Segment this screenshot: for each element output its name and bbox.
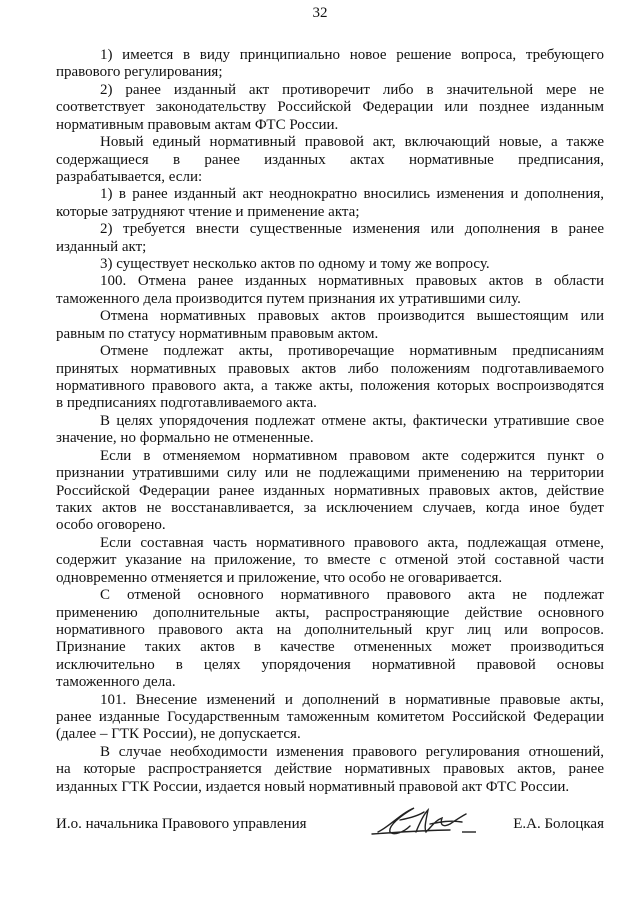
- text-line: Если составная часть нормативного правового акта, подлежащая отмене,: [100, 534, 604, 551]
- text-line: признании утратившими силу или не подлежащими применению на территории: [56, 465, 604, 482]
- paragraph: [56, 343, 604, 413]
- text-line: 101. Внесение изменений и дополнений в нормативные правовые акты,: [100, 691, 604, 708]
- document-body: [56, 47, 604, 796]
- signatory-name: Е.А. Болоцкая: [513, 816, 604, 832]
- text-line: нормативного правового акта на дополнительный круг лиц или вопросов.: [56, 621, 604, 638]
- text-line: (далее – ГТК России), не допускается.: [56, 726, 301, 743]
- text-line: В случае необходимости изменения правового регулирования отношений,: [100, 743, 604, 760]
- signature-block: [56, 816, 604, 838]
- text-line: применению дополнительные акты, распространяющие действие основного: [56, 604, 604, 621]
- text-line: Российской Федерации ранее изданных нормативных правовых актов, действие: [56, 482, 604, 499]
- text-line: таких актов не восстанавливается, за исключением случаев, когда иное будет: [56, 499, 604, 516]
- paragraph: [56, 413, 604, 448]
- handwritten-signature: [370, 802, 480, 840]
- text-line: одновременно отменяется и приложение, что особо не оговаривается.: [56, 569, 503, 586]
- text-line: 100. Отмена ранее изданных нормативных правовых актов в области: [100, 273, 604, 290]
- text-line: на которые распространяется действие нормативных правовых актов, ранее: [56, 761, 604, 778]
- text-line: изданный акт;: [56, 238, 147, 255]
- text-line: содержит указание на приложение, то вместе с отменой этой составной части: [56, 552, 604, 569]
- paragraph: [56, 273, 604, 308]
- paragraph: [56, 587, 604, 692]
- text-line: соответствует законодательству Российской Федерации или позднее изданным: [56, 99, 604, 116]
- text-line: равным по статусу нормативным правовым актом.: [56, 325, 379, 342]
- text-line: 2) ранее изданный акт противоречит либо в значительной мере не: [100, 81, 604, 98]
- paragraph: [56, 134, 604, 186]
- text-line: особо оговорено.: [56, 517, 166, 534]
- text-line: 3) существует несколько актов по одному и тому же вопросу.: [100, 256, 490, 273]
- text-line: Отмена нормативных правовых актов производится вышестоящим или: [100, 308, 604, 325]
- paragraph: [56, 256, 604, 273]
- text-line: таможенного дела.: [56, 674, 176, 691]
- text-line: в предписаниях подготавливаемого акта.: [56, 395, 317, 412]
- text-line: исключительно в целях упорядочения нормативной правовой основы: [56, 656, 604, 673]
- text-line: С отменой основного нормативного правового акта не подлежат: [100, 587, 604, 604]
- paragraph: [56, 448, 604, 535]
- text-line: Признание таких актов в качестве отмененных может производиться: [56, 639, 604, 656]
- paragraph: [56, 47, 604, 82]
- text-line: которые затрудняют чтение и применение акта;: [56, 203, 360, 220]
- paragraph: [56, 744, 604, 796]
- text-line: значение, но формально не отмененные.: [56, 430, 314, 447]
- text-line: изданных ГТК России, издается новый нормативный правовой акт ФТС России.: [56, 778, 570, 795]
- paragraph: [56, 221, 604, 256]
- text-line: В целях упорядочения подлежат отмене акты, фактически утратившие свое: [100, 412, 604, 429]
- text-line: правового регулирования;: [56, 64, 223, 81]
- text-line: нормативного правового акта, а также акты, положения которых воспроизводятся: [56, 378, 604, 395]
- paragraph: [56, 82, 604, 134]
- paragraph: [56, 186, 604, 221]
- page-number: 32: [312, 5, 328, 21]
- text-line: содержащиеся в ранее изданных актах нормативные предписания,: [56, 151, 604, 168]
- paragraph: [56, 692, 604, 744]
- text-line: 1) в ранее изданный акт неоднократно вносились изменения и дополнения,: [100, 186, 604, 203]
- text-line: Если в отменяемом нормативном правовом акте содержится пункт о: [100, 447, 604, 464]
- text-line: ранее изданные Государственным таможенным комитетом Российской Федерации: [56, 709, 604, 726]
- text-line: Отмене подлежат акты, противоречащие нормативным предписаниям: [100, 343, 604, 360]
- paragraph: [56, 308, 604, 343]
- text-line: принятых нормативных правовых актов либо положениям подготавливаемого: [56, 360, 604, 377]
- text-line: Новый единый нормативный правовой акт, включающий новые, а также: [100, 134, 604, 151]
- signatory-title: И.о. начальника Правового управления: [56, 816, 307, 832]
- paragraph: [56, 535, 604, 587]
- text-line: таможенного дела производится путем признания их утратившими силу.: [56, 290, 521, 307]
- text-line: 2) требуется внести существенные изменения или дополнения в ранее: [100, 221, 604, 238]
- text-line: нормативным правовым актам ФТС России.: [56, 116, 339, 133]
- text-line: 1) имеется в виду принципиально новое решение вопроса, требующего: [100, 47, 604, 63]
- text-line: разрабатывается, если:: [56, 168, 203, 185]
